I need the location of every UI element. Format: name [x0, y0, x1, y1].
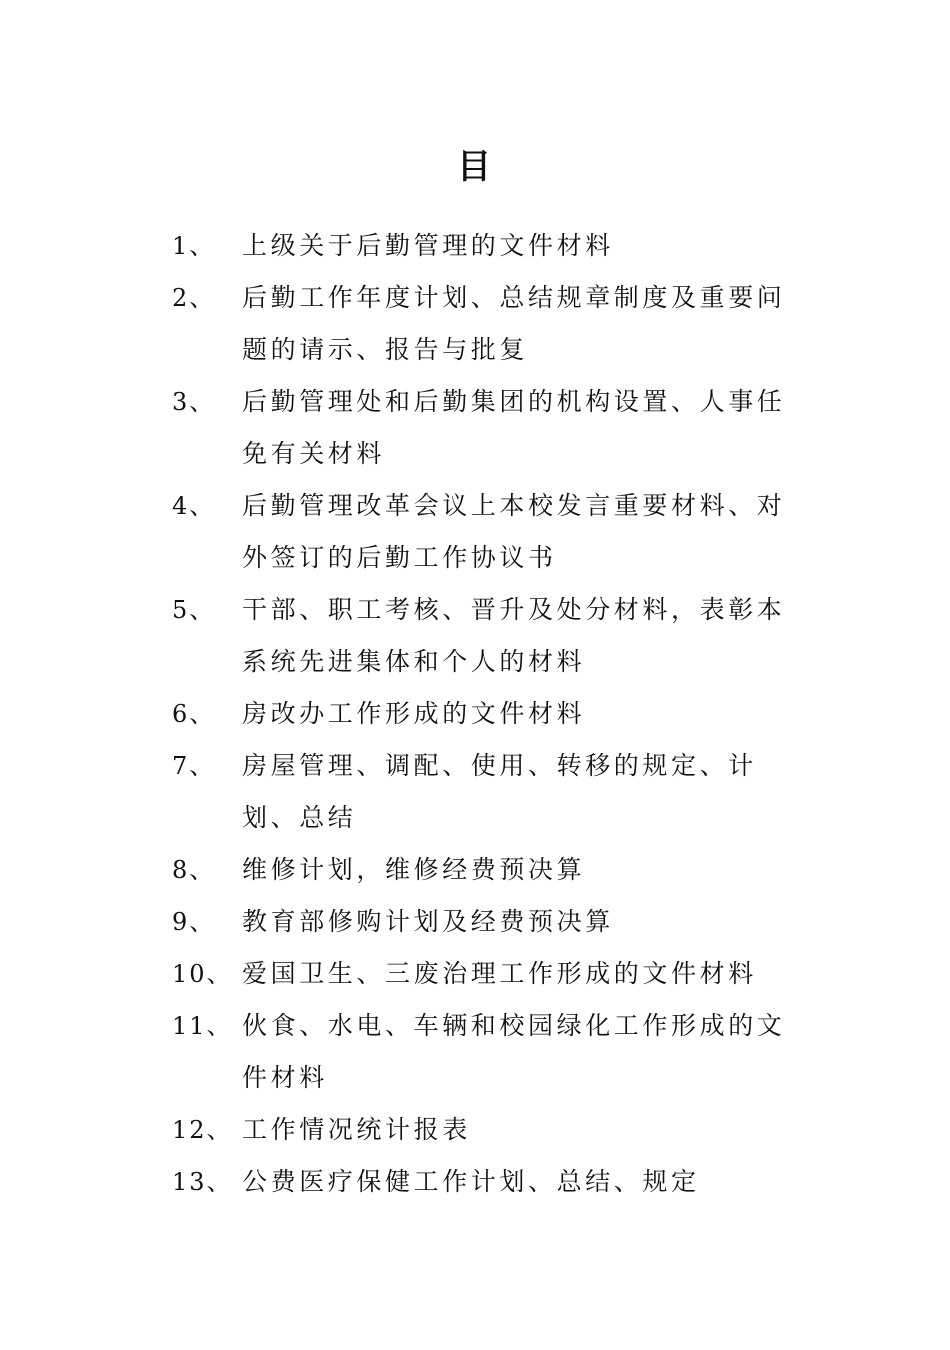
toc-item-text: 维修计划，维修经费预决算	[242, 855, 586, 884]
toc-item-text: 上级关于后勤管理的文件材料	[242, 231, 614, 260]
toc-item-number: 11、	[172, 1012, 233, 1040]
toc-item-number: 7、	[172, 752, 216, 780]
toc-item-number: 13、	[172, 1168, 233, 1196]
toc-list	[172, 220, 792, 1208]
toc-item-5	[172, 584, 792, 688]
page-title: 目	[457, 147, 493, 187]
toc-item-text: 教育部修购计划及经费预决算	[242, 907, 614, 936]
toc-item-11	[172, 1000, 792, 1104]
toc-item-1	[172, 220, 792, 272]
toc-item-text: 后勤管理处和后勤集团的机构设置、人事任免有关材料	[242, 387, 786, 468]
toc-item-number: 9、	[172, 908, 216, 936]
toc-item-8	[172, 844, 792, 896]
toc-item-9	[172, 896, 792, 948]
toc-item-text: 伙食、水电、车辆和校园绿化工作形成的文件材料	[242, 1011, 786, 1092]
toc-item-number: 2、	[172, 284, 216, 312]
toc-item-text: 公费医疗保健工作计划、总结、规定	[242, 1167, 700, 1196]
toc-item-number: 5、	[172, 596, 216, 624]
toc-item-text: 房屋管理、调配、使用、转移的规定、计划、总结	[242, 751, 757, 832]
toc-item-text: 爱国卫生、三废治理工作形成的文件材料	[242, 959, 757, 988]
toc-item-number: 4、	[172, 492, 216, 520]
toc-item-4	[172, 480, 792, 584]
toc-item-text: 工作情况统计报表	[242, 1115, 471, 1144]
toc-item-number: 6、	[172, 700, 216, 728]
toc-item-number: 3、	[172, 388, 216, 416]
toc-item-number: 10、	[172, 960, 233, 988]
toc-item-text: 房改办工作形成的文件材料	[242, 699, 586, 728]
toc-item-number: 12、	[172, 1116, 233, 1144]
toc-item-text: 干部、职工考核、晋升及处分材料，表彰本系统先进集体和个人的材料	[242, 595, 786, 676]
toc-item-12	[172, 1104, 792, 1156]
toc-item-10	[172, 948, 792, 1000]
toc-item-number: 8、	[172, 856, 216, 884]
toc-item-3	[172, 376, 792, 480]
toc-item-text: 后勤管理改革会议上本校发言重要材料、对外签订的后勤工作协议书	[242, 491, 786, 572]
toc-item-2	[172, 272, 792, 376]
toc-item-7	[172, 740, 792, 844]
toc-item-text: 后勤工作年度计划、总结规章制度及重要问题的请示、报告与批复	[242, 283, 786, 364]
toc-item-number: 1、	[172, 232, 216, 260]
toc-item-6	[172, 688, 792, 740]
toc-item-13	[172, 1156, 792, 1208]
